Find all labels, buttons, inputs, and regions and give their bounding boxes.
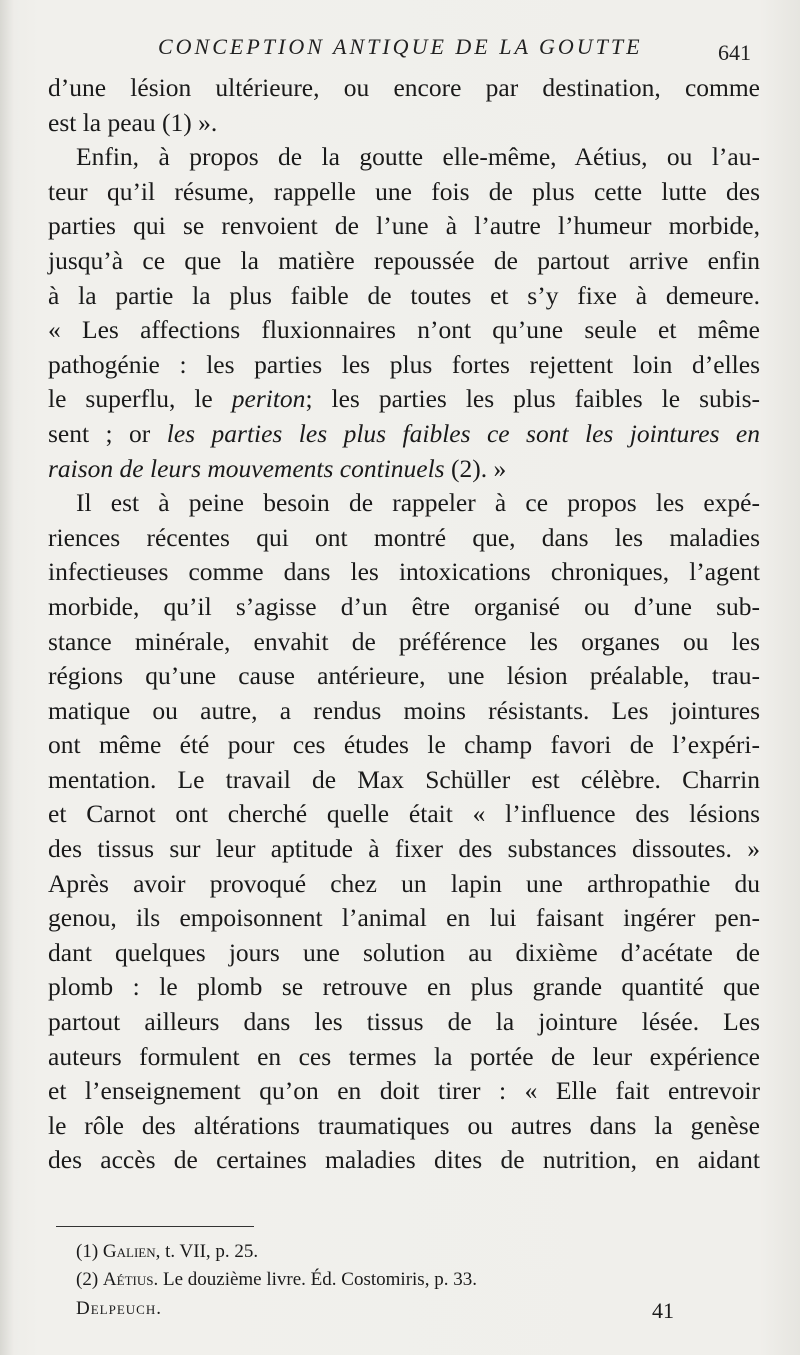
text-line: et l’enseignement qu’on en doit tirer : « Elle fait entrevoir — [48, 1076, 760, 1106]
text-line: le superflu, le periton; les parties les plus faibles le subis- — [48, 384, 760, 414]
footnote-author: Aétius — [102, 1269, 154, 1290]
text-line: jusqu’à ce que la matière repoussée de partout arrive enfin — [48, 245, 760, 275]
text-line: Enfin, à propos de la goutte elle-même, Aétius, ou l’au- — [76, 142, 760, 172]
text-line: et Carnot ont cherché quelle était « l’influence des lésions — [48, 799, 760, 829]
page-header — [0, 34, 800, 64]
text-line: teur qu’il résume, rappelle une fois de plus cette lutte des — [48, 176, 760, 206]
text-line: plomb : le plomb se retrouve en plus grande quantité que — [48, 972, 760, 1002]
footnote: (2) Aétius. Le douzième livre. Éd. Costomiris, p. 33. — [76, 1269, 477, 1290]
text-line: « Les affections fluxionnaires n’ont qu’une seule et même — [48, 315, 760, 345]
text-line: Il est à peine besoin de rappeler à ce propos les expé- — [76, 488, 760, 518]
page-footer — [0, 1298, 800, 1328]
page-number: 641 — [718, 40, 751, 65]
text-line: matique ou autre, a rendus moins résistants. Les jointures — [48, 695, 760, 725]
body-text — [48, 71, 760, 1178]
text-line: infectieuses comme dans les intoxications chroniques, l’agent — [48, 557, 760, 587]
sheet-number: 41 — [652, 1298, 674, 1323]
text-line: des tissus sur leur aptitude à fixer des substances dissoutes. » — [48, 834, 760, 864]
text-line: à la partie la plus faible de toutes et s’y fixe à demeure. — [48, 280, 760, 310]
printer-signature: Delpeuch. — [76, 1298, 162, 1319]
text-line: stance minérale, envahit de préférence les organes ou les — [48, 626, 760, 656]
text-line: partout ailleurs dans les tissus de la jointure lésée. Les — [48, 1007, 760, 1037]
footnote-divider — [56, 1226, 254, 1227]
text-line: d’une lésion ultérieure, ou encore par destination, comme — [48, 73, 760, 102]
text-line: ont même été pour ces études le champ favori de l’expéri- — [48, 730, 760, 760]
text-line: pathogénie : les parties les plus fortes rejettent loin d’elles — [48, 349, 760, 379]
text-line: raison de leurs mouvements continuels (2). » — [48, 453, 507, 483]
text-line: genou, ils empoisonnent l’animal en lui faisant ingérer pen- — [48, 903, 760, 933]
running-head: CONCEPTION ANTIQUE DE LA GOUTTE — [158, 34, 643, 59]
italic-phrase: raison de leurs mouvements continuels — [48, 453, 445, 483]
text-line: Après avoir provoqué chez un lapin une arthropathie du — [48, 868, 760, 898]
text-line: le rôle des altérations traumatiques ou autres dans la genèse — [48, 1110, 760, 1140]
footnote: (1) Galien, t. VII, p. 25. — [76, 1241, 259, 1262]
text-line: est la peau (1) ». — [48, 107, 218, 137]
italic-phrase: les parties les plus faibles ce sont les jointures en — [166, 418, 760, 448]
text-line: des accès de certaines maladies dites de nutrition, en aidant — [48, 1145, 760, 1175]
text-line: parties qui se renvoient de l’une à l’autre l’humeur morbide, — [48, 211, 760, 241]
text-line: mentation. Le travail de Max Schüller est célèbre. Charrin — [48, 764, 760, 794]
text-line: sent ; or les parties les plus faibles ce sont les jointures en — [48, 418, 760, 448]
text-line: régions qu’une cause antérieure, une lésion préalable, trau- — [48, 661, 760, 691]
text-line: riences récentes qui ont montré que, dans les maladies — [48, 522, 760, 552]
footnote-author: Galien — [102, 1241, 156, 1262]
text-line: dant quelques jours une solution au dixième d’acétate de — [48, 937, 760, 967]
text-line: auteurs formulent en ces termes la portée de leur expérience — [48, 1041, 760, 1071]
italic-word: periton — [231, 384, 306, 414]
text-line: morbide, qu’il s’agisse d’un être organisé ou d’une sub- — [48, 591, 760, 621]
footnotes — [76, 1238, 716, 1294]
